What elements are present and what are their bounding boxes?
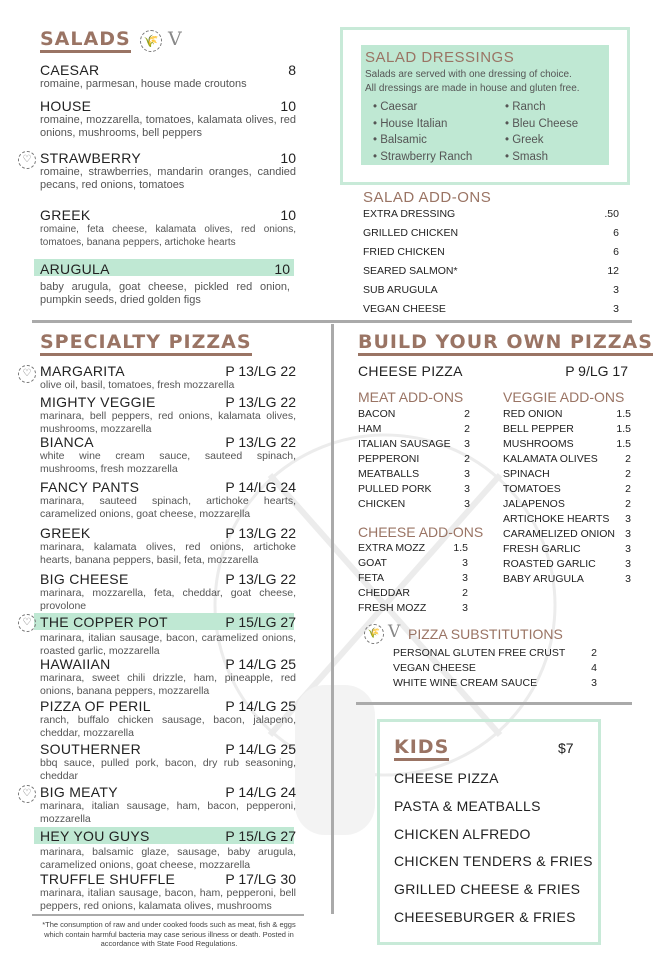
menu-item: FANCY PANTS P 14/LG 24 marinara, sauteed spinach, artichoke hearts, caramelized onions, goat cheese, mozzarella bbox=[40, 479, 296, 520]
menu-item: BIG MEATY P 14/LG 24 marinara, italian sausage, ham, bacon, pepperoni, mozzarella bbox=[40, 784, 296, 825]
list-item: HAM 2 bbox=[358, 423, 470, 435]
menu-item: THE COPPER POT P 15/LG 27 marinara, italian sausage, bacon, caramelized onions, roasted garlic, mozzarella bbox=[40, 614, 296, 657]
subs-list bbox=[393, 647, 597, 695]
salad-addons-list bbox=[363, 208, 619, 318]
kids-title: KIDS bbox=[394, 736, 449, 761]
list-item: VEGAN CHEESE 3 bbox=[363, 303, 619, 315]
list-item: TOMATOES 2 bbox=[503, 483, 631, 495]
veggie-addons-list bbox=[503, 408, 631, 588]
food-safety-footnote: *The consumption of raw and under cooked foods such as meat, fish & eggs which contain harmful bacteria may case serious illness or death. Posted in accordance with State Food Regulations. bbox=[42, 920, 296, 948]
list-item: EXTRA DRESSING .50 bbox=[363, 208, 619, 220]
dressings-panel bbox=[361, 45, 609, 165]
cheese-addons-title: CHEESE ADD-ONS bbox=[358, 524, 484, 540]
list-item: GRILLED CHICKEN 6 bbox=[363, 227, 619, 239]
list-item: MUSHROOMS 1.5 bbox=[503, 438, 631, 450]
menu-item: CAESAR 8 romaine, parmesan, house made croutons bbox=[40, 62, 296, 90]
list-item: FRESH GARLIC 3 bbox=[503, 543, 631, 555]
cheese-addons-list bbox=[358, 542, 468, 620]
list-item: CHEESEBURGER & FRIES bbox=[394, 909, 576, 925]
list-item: FETA 3 bbox=[358, 572, 468, 584]
gluten-free-icon: 🌾 bbox=[140, 30, 162, 52]
subs-title: PIZZA SUBSTITUTIONS bbox=[408, 626, 563, 642]
list-item: • House Italian bbox=[373, 117, 448, 130]
list-item: GRILLED CHEESE & FRIES bbox=[394, 881, 581, 897]
menu-item: BIANCA P 13/LG 22 white wine cream sauce, sauteed spinach, mushrooms, fresh mozzarella bbox=[40, 434, 296, 475]
list-item: BELL PEPPER 1.5 bbox=[503, 423, 631, 435]
list-item: MEATBALLS 3 bbox=[358, 468, 470, 480]
salads-title: SALADS bbox=[40, 28, 131, 53]
list-item: • Smash bbox=[505, 150, 549, 163]
list-item: CARAMELIZED ONION 3 bbox=[503, 528, 631, 540]
meat-addons-title: MEAT ADD-ONS bbox=[358, 389, 464, 405]
list-item: VEGAN CHEESE 4 bbox=[393, 662, 597, 674]
list-item: • Ranch bbox=[505, 101, 546, 113]
list-item: WHITE WINE CREAM SAUCE 3 bbox=[393, 677, 597, 689]
dressing-list bbox=[505, 99, 578, 165]
menu-item: STRAWBERRY 10 romaine, strawberries, mandarin oranges, candied pecans, red onions, tomatoes bbox=[40, 150, 296, 191]
menu-item: PIZZA OF PERIL P 14/LG 25 ranch, buffalo chicken sausage, bacon, jalapeno, cheddar, mozzarella bbox=[40, 698, 296, 739]
salad-addons-title: SALAD ADD-ONS bbox=[363, 189, 492, 206]
menu-item: MIGHTY VEGGIE P 13/LG 22 marinara, bell peppers, red onions, kalamata olives, mushrooms, mozzarella bbox=[40, 394, 296, 435]
gluten-free-icon: 🌾 bbox=[364, 624, 384, 644]
heart-favorite-icon: ♡ bbox=[18, 365, 36, 383]
menu-item: HOUSE 10 romaine, mozzarella, tomatoes, kalamata olives, red onions, mushrooms, bell peppers bbox=[40, 98, 296, 139]
list-item: SPINACH 2 bbox=[503, 468, 631, 480]
list-item: KALAMATA OLIVES 2 bbox=[503, 453, 631, 465]
divider bbox=[331, 324, 334, 914]
vegan-icon: V bbox=[168, 28, 182, 50]
vegan-icon: V bbox=[388, 622, 401, 642]
dressings-note: All dressings are made in house and gluten free. bbox=[365, 83, 580, 94]
menu-item: MARGARITA P 13/LG 22 olive oil, basil, tomatoes, fresh mozzarella bbox=[40, 363, 296, 391]
list-item: ITALIAN SAUSAGE 3 bbox=[358, 438, 470, 450]
list-item: ROASTED GARLIC 3 bbox=[503, 558, 631, 570]
kids-price: $7 bbox=[558, 740, 574, 756]
dressings-title: SALAD DRESSINGS bbox=[365, 49, 515, 66]
list-item: PEPPERONI 2 bbox=[358, 453, 470, 465]
list-item: EXTRA MOZZ 1.5 bbox=[358, 542, 468, 554]
menu-item: CHEESE PIZZA P 9/LG 17 bbox=[358, 363, 628, 379]
menu-item: HAWAIIAN P 14/LG 25 marinara, sweet chili drizzle, ham, pineapple, red onions, banana peppers, mozzarella bbox=[40, 656, 296, 697]
list-item: CHEDDAR 2 bbox=[358, 587, 468, 599]
list-item: GOAT 3 bbox=[358, 557, 468, 569]
menu-item: GREEK 10 romaine, feta cheese, kalamata olives, red onions, tomatoes, banana peppers, artichoke hearts bbox=[40, 207, 296, 248]
veggie-addons-title: VEGGIE ADD-ONS bbox=[503, 389, 625, 405]
list-item: BACON 2 bbox=[358, 408, 470, 420]
byo-title: BUILD YOUR OWN PIZZAS bbox=[358, 331, 653, 356]
list-item: PERSONAL GLUTEN FREE CRUST 2 bbox=[393, 647, 597, 659]
heart-favorite-icon: ♡ bbox=[18, 614, 36, 632]
list-item: PASTA & MEATBALLS bbox=[394, 798, 541, 814]
salads-section bbox=[40, 28, 298, 53]
heart-favorite-icon: ♡ bbox=[18, 785, 36, 803]
list-item: • Caesar bbox=[373, 101, 418, 113]
list-item: RED ONION 1.5 bbox=[503, 408, 631, 420]
list-item: • Greek bbox=[505, 134, 544, 146]
heart-favorite-icon: ♡ bbox=[18, 151, 36, 169]
divider bbox=[32, 914, 304, 916]
list-item: FRESH MOZZ 3 bbox=[358, 602, 468, 614]
divider bbox=[32, 320, 632, 323]
list-item: BABY ARUGULA 3 bbox=[503, 573, 631, 585]
kids-box bbox=[377, 719, 601, 945]
list-item: CHICKEN 3 bbox=[358, 498, 470, 510]
menu-item: BIG CHEESE P 13/LG 22 marinara, mozzarella, feta, cheddar, goat cheese, provolone bbox=[40, 571, 296, 612]
divider bbox=[356, 702, 632, 705]
menu-item: GREEK P 13/LG 22 marinara, kalamata olives, red onions, artichoke hearts, banana peppers, basil, feta, mozzarella bbox=[40, 525, 296, 566]
meat-addons-list bbox=[358, 408, 470, 518]
menu-item: HEY YOU GUYS P 15/LG 27 marinara, balsamic glaze, sausage, baby arugula, caramelized onions, goat cheese, mozzarella bbox=[40, 828, 296, 871]
list-item: • Balsamic bbox=[373, 134, 427, 146]
list-item: SEARED SALMON* 12 bbox=[363, 265, 619, 277]
dressing-list bbox=[373, 99, 472, 165]
dressings-note: Salads are served with one dressing of choice. bbox=[365, 69, 572, 80]
specialty-title: SPECIALTY PIZZAS bbox=[40, 331, 252, 356]
list-item: CHICKEN ALFREDO bbox=[394, 826, 531, 842]
list-item: • Strawberry Ranch bbox=[373, 150, 473, 163]
menu-item: SOUTHERNER P 14/LG 25 bbq sauce, pulled pork, bacon, dry rub seasoning, cheddar bbox=[40, 741, 296, 782]
list-item: PULLED PORK 3 bbox=[358, 483, 470, 495]
list-item: • Bleu Cheese bbox=[505, 117, 579, 130]
list-item: CHEESE PIZZA bbox=[394, 770, 499, 786]
menu-item: TRUFFLE SHUFFLE P 17/LG 30 marinara, italian sausage, bacon, ham, pepperoni, bell peppers, red onions, kalamata olives, mushrooms bbox=[40, 871, 296, 912]
list-item: SUB ARUGULA 3 bbox=[363, 284, 619, 296]
list-item: ARTICHOKE HEARTS 3 bbox=[503, 513, 631, 525]
dressings-box bbox=[340, 27, 630, 185]
list-item: FRIED CHICKEN 6 bbox=[363, 246, 619, 258]
menu-item: ARUGULA 10 baby arugula, goat cheese, pickled red onion, pumpkin seeds, dried golden figs bbox=[40, 261, 290, 306]
list-item: JALAPENOS 2 bbox=[503, 498, 631, 510]
list-item: CHICKEN TENDERS & FRIES bbox=[394, 853, 593, 869]
